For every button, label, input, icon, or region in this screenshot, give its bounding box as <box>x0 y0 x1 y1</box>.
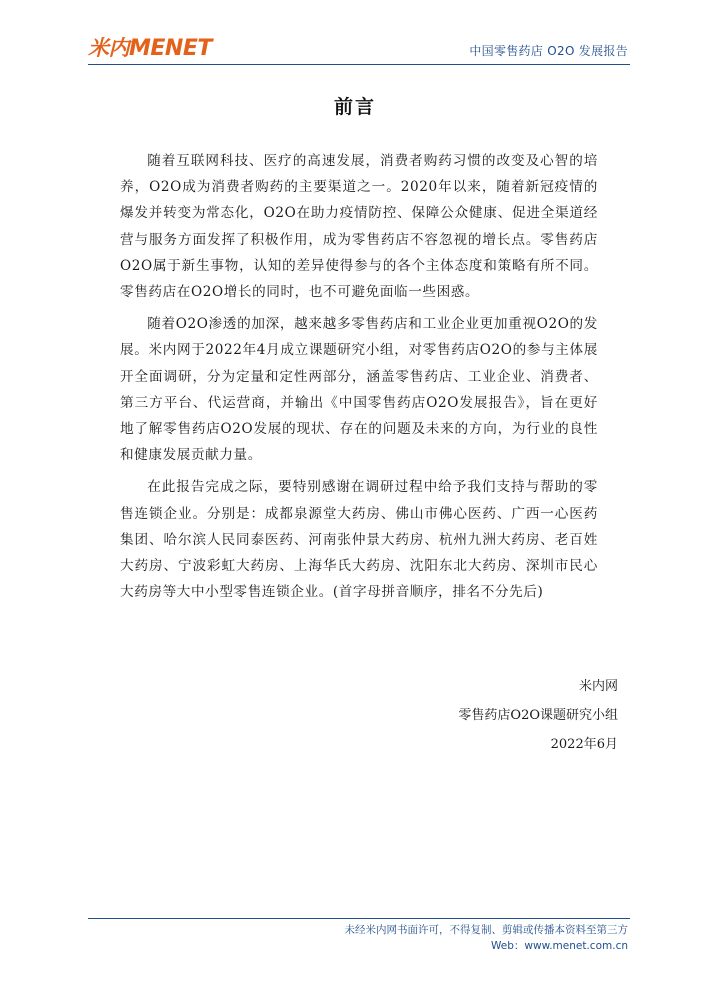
logo-en-text: MENET <box>129 36 212 61</box>
signature-group: 零售药店O2O课题研究小组 <box>458 708 618 723</box>
logo-cn-text: 米内 <box>88 36 129 60</box>
website-link[interactable]: Web：www.menet.com.cn <box>491 940 628 952</box>
page-header <box>88 30 628 64</box>
page-footer <box>345 922 629 954</box>
paragraph-1: 随着互联网科技、医疗的高速发展，消费者购药习惯的改变及心智的培养，O2O成为消费者购药的主要渠道之一。2020年以来，随着新冠疫情的爆发并转变为常态化，O2O在助力疫情防控、保障公众健康、促进全渠道经营与服务方面发挥了积极作用，成为零售药店不容忽视的增长点。零售药店O2O属于新生事物，认知的差异使得参与的各个主体态度和策略有所不同。零售药店在O2O增长的同时，也不可避免面临一些困惑。 <box>120 153 598 301</box>
body-text <box>120 148 598 611</box>
paragraph-2: 随着O2O渗透的加深，越来越多零售药店和工业企业更加重视O2O的发展。米内网于2022年4月成立课题研究小组，对零售药店O2O的参与主体展开全面调研，分为定量和定性两部分，涵盖零售药店、工业企业、消费者、第三方平台、代运营商，并输出《中国零售药店O2O发展报告》，旨在更好地了解零售药店O2O发展的现状、存在的问题及未来的方向，为行业的良性和健康发展贡献力量。 <box>120 316 598 464</box>
page-title: 前言 <box>333 96 376 118</box>
menet-logo <box>88 32 212 62</box>
copyright-notice: 未经米内网书面许可，不得复制、剪辑或传播本资料至第三方 <box>344 924 628 936</box>
header-divider <box>88 64 630 65</box>
paragraph-3: 在此报告完成之际，要特别感谢在调研过程中给予我们支持与帮助的零售连锁企业。分别是：成都泉源堂大药房、佛山市佛心医药、广西一心医药集团、哈尔滨人民同泰医药、河南张仲景大药房、杭州九洲大药房、老百姓大药房、宁波彩虹大药房、上海华氏大药房、沈阳东北大药房、深圳市民心大药房等大中小型零售连锁企业。(首字母拼音顺序，排名不分先后) <box>120 479 598 601</box>
report-title: 中国零售药店 O2O 发展报告 <box>469 44 628 58</box>
footer-divider <box>88 918 630 919</box>
signature-date: 2022年6月 <box>550 737 618 752</box>
signature-block <box>458 672 618 759</box>
signature-org: 米内网 <box>578 679 618 694</box>
